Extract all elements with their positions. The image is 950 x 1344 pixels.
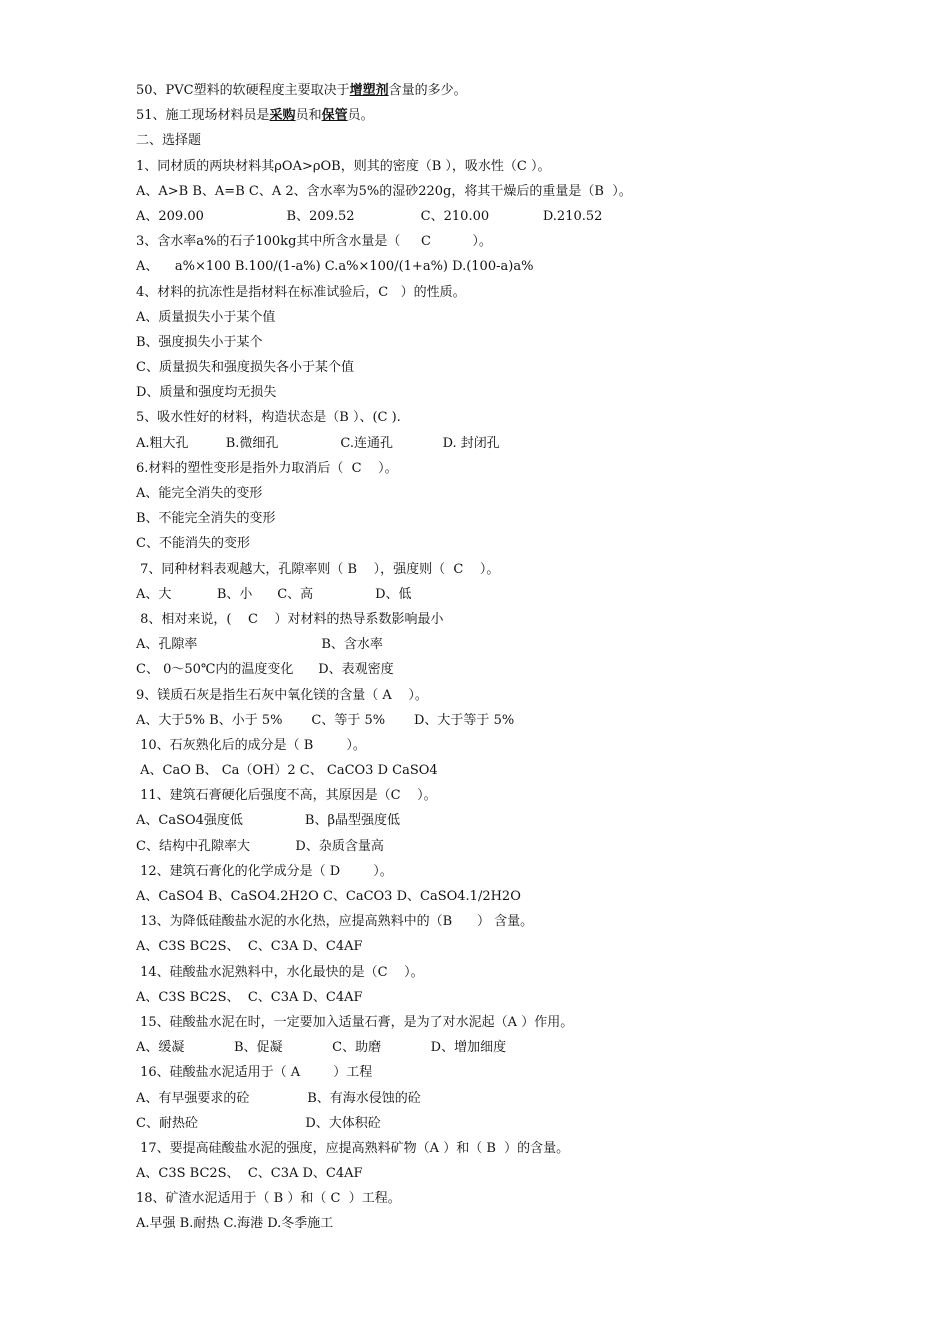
option-line: A.粗大孔 B.微细孔 C.连通孔 D. 封闭孔: [136, 435, 500, 451]
option-line: C、 0～50℃内的温度变化 D、表观密度: [136, 662, 394, 678]
question-line: 50、PVC塑料的软硬程度主要取决于增塑剂含量的多少。: [136, 83, 467, 98]
option-line: A、CaSO4强度低 B、β晶型强度低: [136, 813, 400, 829]
option-line: A.早强 B.耐热 C.海港 D.冬季施工: [136, 1216, 334, 1232]
question-line: 4、材料的抗冻性是指材料在标准试验后，C ）的性质。: [136, 284, 466, 300]
question-line: 18、矿渣水泥适用于（ B ）和（ C ）工程。: [136, 1191, 401, 1207]
option-line: A、C3S BC2S、 C、C3A D、C4AF: [136, 1166, 363, 1182]
answer-blank: 增塑剂: [349, 83, 389, 98]
option-line: A、C3S BC2S、 C、C3A D、C4AF: [136, 939, 363, 955]
question-line: 51、施工现场材料员是采购员和保管员。: [136, 108, 374, 124]
question-line: 17、要提高硅酸盐水泥的强度，应提高熟料矿物（A ）和（ B ）的含量。: [136, 1140, 570, 1156]
section-heading: 二、选择题: [136, 133, 202, 149]
document-body: [136, 78, 896, 1237]
question-line: 13、为降低硅酸盐水泥的水化热，应提高熟料中的（B ） 含量。: [136, 914, 534, 930]
answer-blank: 保管: [321, 108, 348, 124]
option-line: A、有早强要求的砼 B、有海水侵蚀的砼: [136, 1090, 421, 1106]
question-line: 1、同材质的两块材料其ρOA>ρOB，则其的密度（B ），吸水性（C ）。: [136, 158, 551, 174]
option-line: C、耐热砼 D、大体积砼: [136, 1115, 381, 1131]
option-line: A、A>B B、A=B C、A 2、含水率为5%的湿砂220g，将其干燥后的重量是（B ）。: [136, 183, 632, 199]
question-line: 9、镁质石灰是指生石灰中氧化镁的含量（ A ）。: [136, 687, 428, 703]
question-line: 5、吸水性好的材料，构造状态是（B ）、(C ).: [136, 410, 401, 426]
option-line: B、不能完全消失的变形: [136, 511, 276, 527]
option-line: A、CaO B、 Ca（OH）2 C、 CaCO3 D CaSO4: [136, 763, 438, 779]
question-line: 16、硅酸盐水泥适用于（ A ）工程: [136, 1065, 373, 1081]
option-line: A、 a%×100 B.100/(1-a%) C.a%×100/(1+a%) D.(100-a)a%: [136, 259, 534, 275]
option-line: D、质量和强度均无损失: [136, 385, 277, 401]
question-line: 3、含水率a%的石子100kg其中所含水量是（ C ）。: [136, 234, 492, 250]
option-line: A、大 B、小 C、高 D、低: [136, 586, 412, 602]
question-line: 10、石灰熟化后的成分是（ B ）。: [136, 737, 366, 753]
question-line: 15、硅酸盐水泥在时，一定要加入适量石膏，是为了对水泥起（A ）作用。: [136, 1014, 574, 1030]
answer-blank: 采购: [269, 108, 296, 124]
option-line: A、C3S BC2S、 C、C3A D、C4AF: [136, 989, 363, 1005]
option-line: A、CaSO4 B、CaSO4.2H2O C、CaCO3 D、CaSO4.1/2H2O: [136, 889, 521, 904]
option-line: A、能完全消失的变形: [136, 486, 263, 501]
option-line: A、大于5% B、小于 5% C、等于 5% D、大于等于 5%: [136, 712, 515, 728]
question-line: 14、硅酸盐水泥熟料中，水化最快的是（C ）。: [136, 964, 424, 980]
question-line: 8、相对来说，( C ）对材料的热导系数影响最小: [136, 611, 444, 627]
question-line: 12、建筑石膏化的化学成分是（ D ）。: [136, 863, 393, 879]
option-line: C、质量损失和强度损失各小于某个值: [136, 360, 354, 376]
question-line: 11、建筑石膏硬化后强度不高，其原因是（C ）。: [136, 788, 437, 804]
option-line: A、209.00 B、209.52 C、210.00 D.210.52: [136, 208, 603, 224]
option-line: A、质量损失小于某个值: [136, 309, 276, 325]
question-line: 7、同种材料表观越大，孔隙率则（ B ），强度则（ C ）。: [136, 561, 500, 577]
question-line: 6.材料的塑性变形是指外力取消后（ C ）。: [136, 460, 398, 476]
option-line: B、强度损失小于某个: [136, 334, 263, 350]
option-line: A、孔隙率 B、含水率: [136, 637, 383, 653]
option-line: C、不能消失的变形: [136, 536, 250, 552]
option-line: C、结构中孔隙率大 D、杂质含量高: [136, 838, 384, 854]
option-line: A、缓凝 B、促凝 C、助磨 D、增加细度: [136, 1040, 507, 1056]
